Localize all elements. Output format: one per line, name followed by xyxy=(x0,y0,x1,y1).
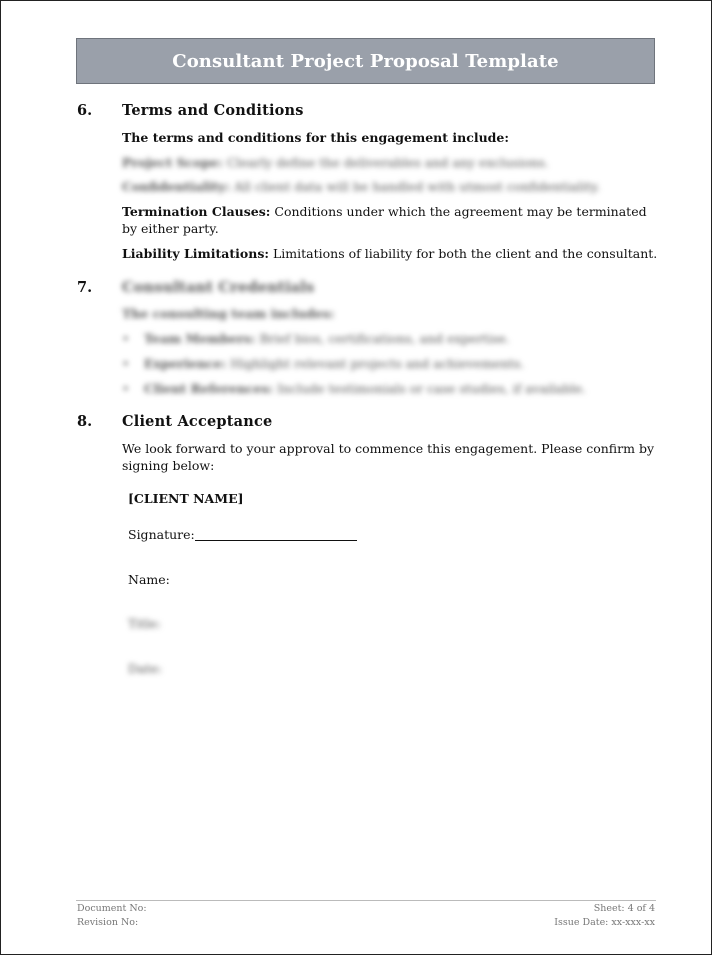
date-label: Date: xyxy=(128,661,163,676)
item-label: Project Scope: xyxy=(122,155,223,170)
footer-sheet: Sheet: 4 of 4 xyxy=(593,903,655,914)
footer-issue-date: Issue Date: xx-xxx-xx xyxy=(554,917,655,928)
section-6-number: 6. xyxy=(77,102,93,119)
bullet-text: Highlight relevant projects and achievements. xyxy=(230,356,525,371)
bullet-label: Experience: xyxy=(144,356,227,371)
section-6-item-2 xyxy=(122,178,658,195)
signature-label: Signature: xyxy=(128,527,195,542)
bullet-icon: • xyxy=(122,381,130,396)
section-8-number: 8. xyxy=(77,413,93,430)
section-7-bullet-1 xyxy=(122,330,658,347)
section-6-heading: Terms and Conditions xyxy=(122,102,304,119)
bullet-label: Client References: xyxy=(144,381,274,396)
section-8-heading: Client Acceptance xyxy=(122,413,273,430)
client-name-placeholder: [CLIENT NAME] xyxy=(128,491,244,506)
document-title-bar xyxy=(76,38,655,84)
section-6-intro: The terms and conditions for this engagement include: xyxy=(122,130,509,145)
footer-document-no: Document No: xyxy=(77,903,147,914)
item-label: Liability Limitations: xyxy=(122,246,269,261)
name-label: Name: xyxy=(128,572,170,587)
section-6-item-4 xyxy=(122,245,658,262)
section-8-text: We look forward to your approval to commence this engagement. Please confirm by signing below: xyxy=(122,441,655,473)
section-7-bullet-2 xyxy=(122,355,658,372)
item-text: Clearly define the deliverables and any exclusions. xyxy=(226,155,549,170)
bullet-text: Include testimonials or case studies, if available. xyxy=(277,381,586,396)
signature-line[interactable] xyxy=(195,539,357,541)
section-7-bullet-3 xyxy=(122,380,658,397)
section-6-item-3 xyxy=(122,203,658,237)
bullet-icon: • xyxy=(122,356,130,371)
section-7-heading: Consultant Credentials xyxy=(122,279,315,296)
item-label: Confidentiality: xyxy=(122,179,231,194)
section-6-item-1 xyxy=(122,154,658,171)
title-label: Title: xyxy=(128,616,161,631)
footer-divider xyxy=(76,900,656,901)
bullet-icon: • xyxy=(122,331,130,346)
item-text: All client data will be handled with utmost confidentiality. xyxy=(234,179,601,194)
item-text: Conditions under which the agreement may be terminated by either party. xyxy=(122,204,647,236)
item-text: Limitations of liability for both the client and the consultant. xyxy=(272,246,658,261)
signature-row xyxy=(128,526,664,543)
document-title: Consultant Project Proposal Template xyxy=(172,50,559,72)
footer-revision-no: Revision No: xyxy=(77,917,139,928)
bullet-label: Team Members: xyxy=(144,331,256,346)
bullet-text: Brief bios, certifications, and expertise. xyxy=(259,331,510,346)
section-7-intro: The consulting team includes: xyxy=(122,306,335,321)
item-label: Termination Clauses: xyxy=(122,204,271,219)
section-7-number: 7. xyxy=(77,279,93,296)
